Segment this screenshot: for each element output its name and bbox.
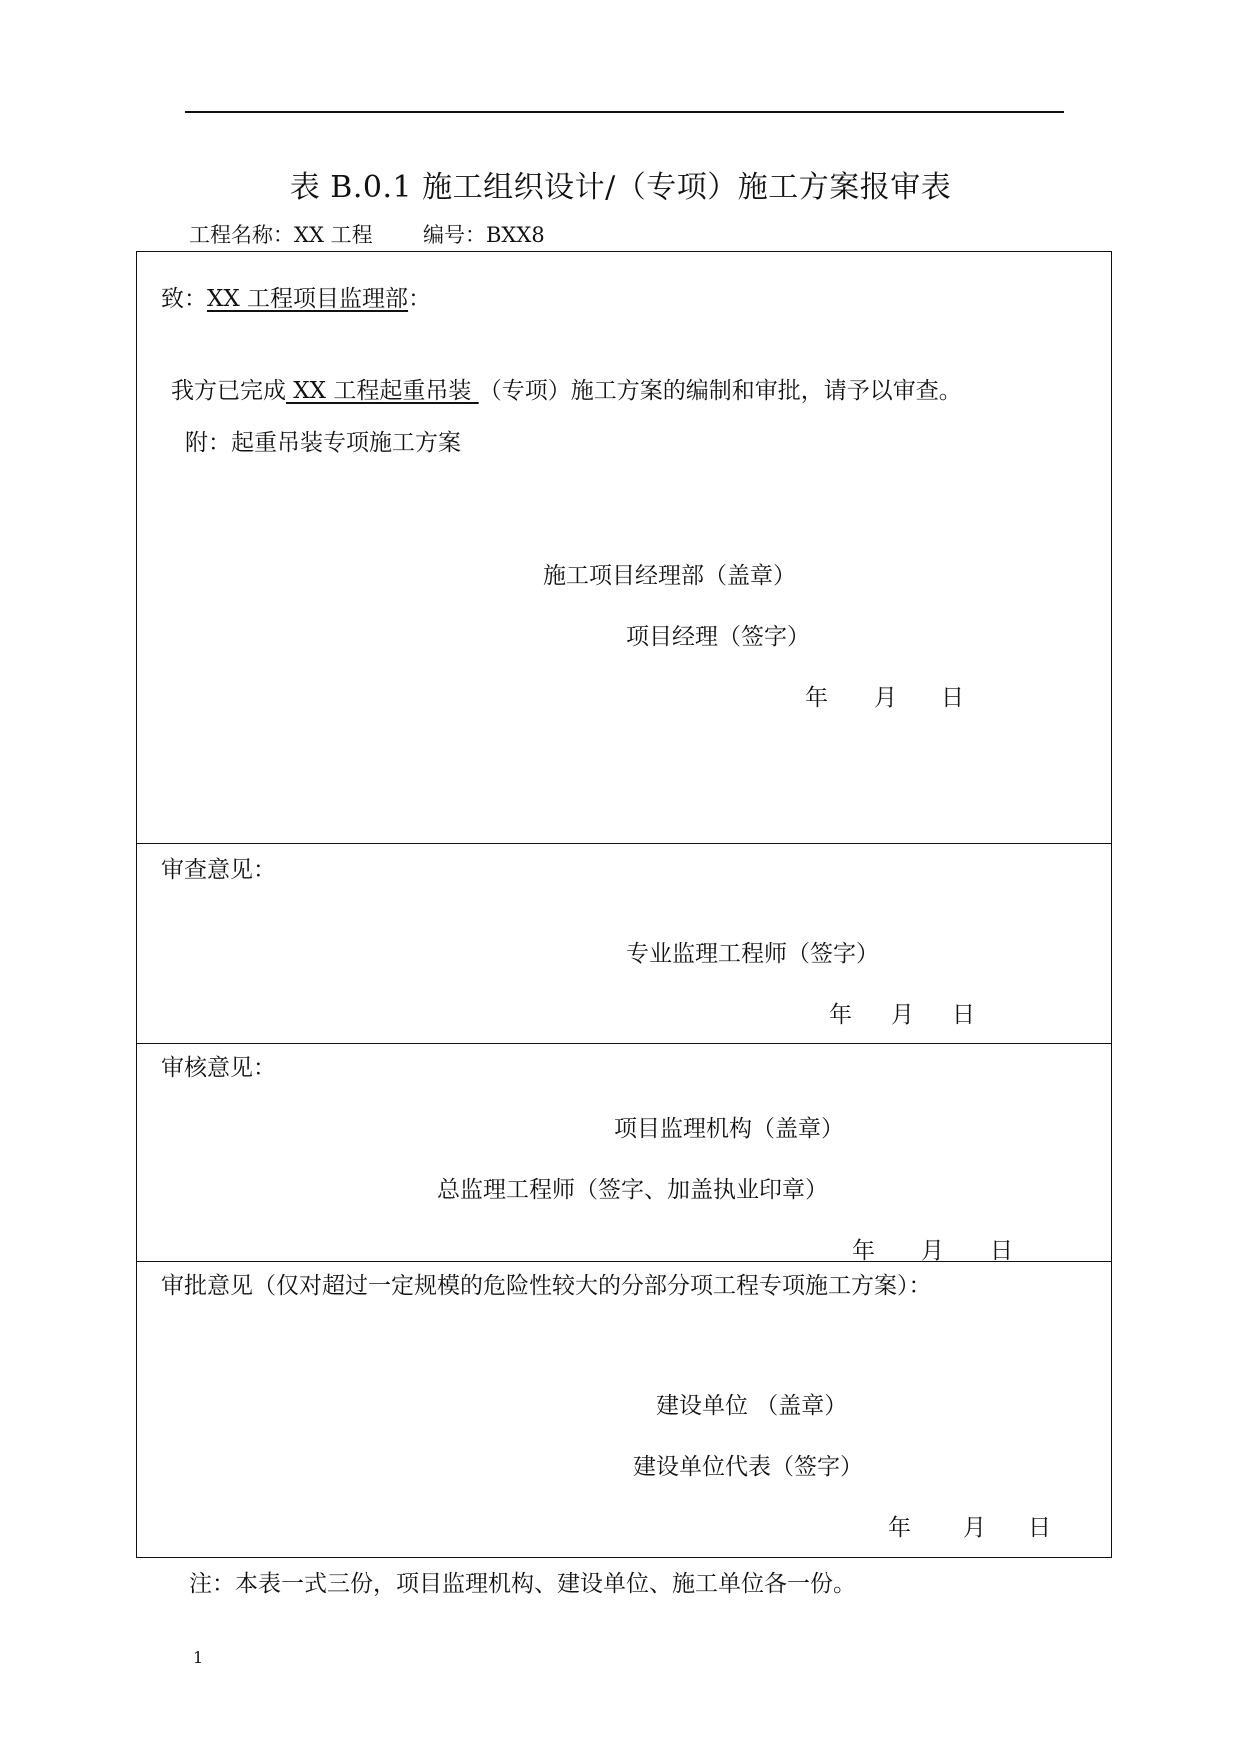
header-rule: [185, 111, 1064, 113]
distribution-note: 注：本表一式三份，项目监理机构、建设单位、施工单位各一份。: [189, 1571, 856, 1597]
review-heading: 审查意见：: [161, 857, 276, 883]
approval-heading: 审批意见（仅对超过一定规模的危险性较大的分部分项工程专项施工方案）：: [161, 1273, 932, 1299]
project-scheme-name: XX 工程起重吊装: [286, 378, 479, 404]
addressee-name: XX 工程项目监理部: [207, 286, 409, 312]
approval-form-table: [136, 251, 1112, 1558]
project-name-label: 工程名称：XX 工程: [189, 223, 373, 247]
addressee-line: 致：XX 工程项目监理部：: [161, 286, 432, 312]
project-manager-sign-label: 项目经理（签字）: [626, 624, 810, 650]
submission-statement: 我方已完成 XX 工程起重吊装 （专项）施工方案的编制和审批，请予以审查。: [171, 378, 962, 404]
owner-representative-sign-label: 建设单位代表（签字）: [633, 1454, 863, 1480]
verification-heading: 审核意见：: [161, 1055, 276, 1081]
form-title: 表 B.0.1 施工组织设计/（专项）施工方案报审表: [289, 170, 952, 205]
verification-section: 审核意见： 项目监理机构（盖章） 总监理工程师（签字、加盖执业印章） 年 月 日: [137, 1043, 1111, 1261]
attachment-line: 附：起重吊装专项施工方案: [185, 430, 461, 456]
supervision-org-stamp-label: 项目监理机构（盖章）: [614, 1116, 844, 1142]
form-code-label: 编号：BXX8: [423, 223, 545, 247]
review-section: 审查意见： 专业监理工程师（签字） 年 月 日: [137, 843, 1111, 1043]
page-number: 1: [193, 1648, 204, 1667]
chief-engineer-sign-label: 总监理工程师（签字、加盖执业印章）: [437, 1177, 828, 1203]
approval-section: 审批意见（仅对超过一定规模的危险性较大的分部分项工程专项施工方案）： 建设单位 （盖章） 建设单位代表（签字） 年 月 日: [137, 1261, 1111, 1558]
owner-stamp-label: 建设单位 （盖章）: [656, 1393, 848, 1419]
contractor-stamp-label: 施工项目经理部（盖章）: [543, 563, 796, 589]
submission-section: 致：XX 工程项目监理部： 我方已完成 XX 工程起重吊装 （专项）施工方案的编制和审批，请予以审查。 附：起重吊装专项施工方案 施工项目经理部（盖章） 项目经理（签字） 年 月 日: [137, 252, 1111, 843]
supervising-engineer-sign-label: 专业监理工程师（签字）: [626, 941, 879, 967]
